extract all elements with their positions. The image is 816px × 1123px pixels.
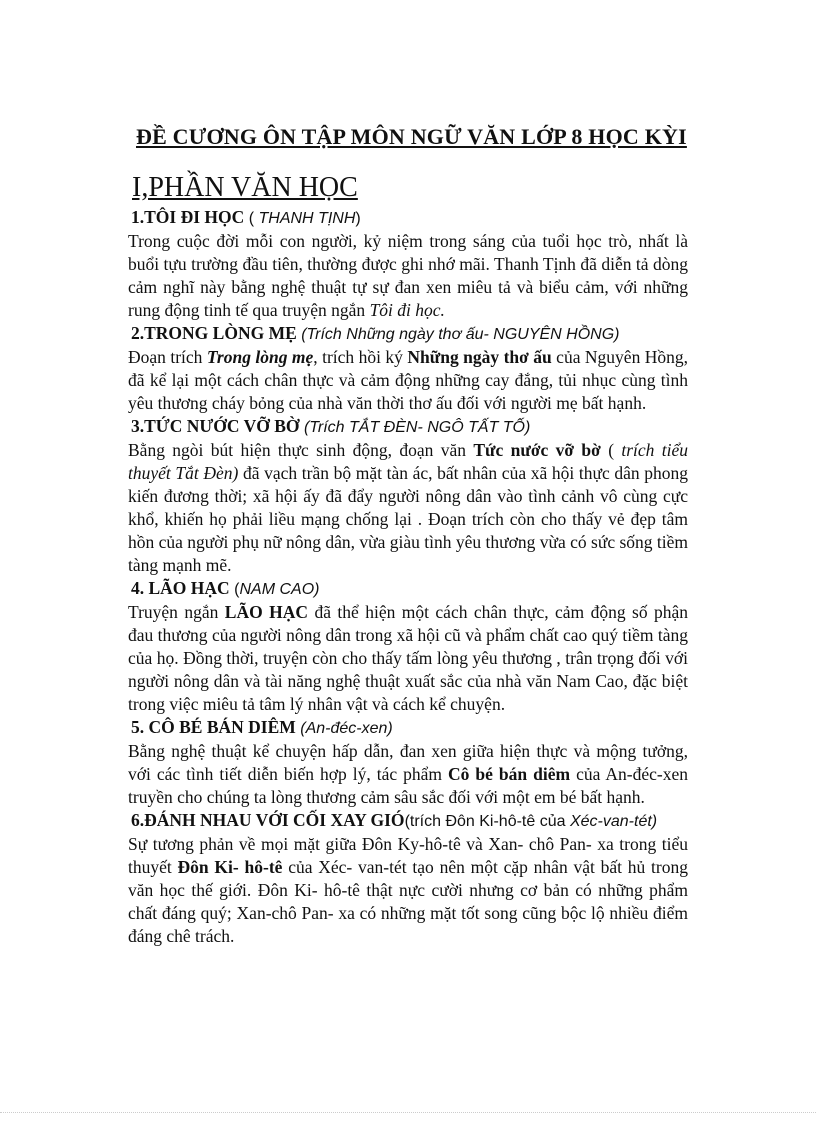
work-title: LÃO HẠC [224,602,309,622]
section-paragraph-2 [128,346,688,415]
part-title: I,PHẦN VĂN HỌC [132,172,358,203]
source-author: Xéc-van-tét) [569,813,658,830]
paragraph-text: Truyện ngắn [128,602,225,622]
source-author: THANH TỊNH [258,210,356,227]
paragraph-text: Trong cuộc đời mỗi con người, kỷ niệm trong sáng của tuổi học trò, nhất là buổi tựu trường đầu tiên, thường được ghi nhớ mãi. Thanh Tịnh đã diễn tả dòng cảm nghĩ này bằng nghệ thuật tự sự đan xen miêu tả và biểu cảm, với những rung động tinh tế qua truyện ngắn [128,231,688,320]
heading-text: 3.TỨC NƯỚC VỠ BỜ [131,416,300,436]
source-note: (Trích Những ngày thơ ấu- NGUYÊN HỒNG) [296,326,620,343]
work-title: Đôn Ki- hô-tê [177,857,283,877]
work-title: Những ngày thơ ấu [407,347,552,367]
heading-text: 1.TÔI ĐI HỌC [131,207,245,227]
work-note: trích tiểu thuyết Tắt Đèn) [128,440,689,483]
section-heading-5 [128,716,688,740]
work-title: Trong lòng mẹ [206,347,314,367]
heading-text: 5. CÔ BÉ BÁN DIÊM [131,717,296,737]
document-title: ĐỀ CƯƠNG ÔN TẬP MÔN NGỮ VĂN LỚP 8 HỌC KỲI [136,124,687,149]
paragraph-text: của Xéc- van-tét tạo nên một cặp nhân vật bất hủ trong văn học thế giới. Đôn Ki- hô-tê thật nực cười nhưng cơ bản có những phẩm chất đáng quý; Xan-chô Pan- xa có những mặt tốt song cũng bộc lộ nhiều điểm đáng chê trách. [128,857,689,946]
source-open: ( [244,210,259,227]
paragraph-text: của Nguyên Hồng, đã kể lại một cách chân thực và cảm động những cay đắng, tủi nhục cùng tình yêu thương cháy bỏng của nhà văn thời thơ ấu đối với người mẹ bất hạnh. [128,347,689,413]
work-title: Tức nước vỡ bờ [473,440,601,460]
section-heading-4 [128,577,688,601]
source-note: (Trích TẮT ĐÈN- NGÔ TẤT TỐ) [299,419,531,436]
section-paragraph-6 [128,833,688,948]
page-bottom-rule [0,1112,816,1113]
section-heading-3 [128,415,688,439]
source-open: ( [229,581,240,598]
section-heading-2 [128,322,688,346]
heading-text: 6.ĐÁNH NHAU VỚI CỐI XAY GIÓ [131,810,405,830]
work-title: Tôi đi học. [369,300,445,320]
paragraph-text: đã thể hiện một cách chân thực, cảm động số phận đau thương của người nông dân trong xã hội cũ và phẩm chất cao quý tiềm tàng của họ. Đồng thời, truyện còn cho thấy tấm lòng yêu thương , trân trọng đối với người nông dân và tài năng nghệ thuật xuất sắc của nhà văn Nam Cao, đặc biệt trong việc miêu tả tâm lý nhân vật và cách kể chuyện. [128,602,689,714]
paragraph-text: , trích hồi ký [313,347,408,367]
heading-text: 2.TRONG LÒNG MẸ [131,323,297,343]
section-paragraph-5 [128,740,688,809]
source-close: ) [355,210,361,227]
section-heading-6 [128,809,688,833]
section-heading-1 [128,206,688,230]
paragraph-text: của An-đéc-xen truyền cho chúng ta lòng thương cảm sâu sắc đối với một em bé bất hạnh. [128,764,688,807]
paragraph-text: Bằng ngòi bút hiện thực sinh động, đoạn văn [128,440,474,460]
paragraph-text: ( [600,440,622,460]
paragraph-text: đã vạch trần bộ mặt tàn ác, bất nhân của xã hội thực dân phong kiến đương thời; xã hội ấy đã đẩy người nông dân vào tình cảnh vô cùng cực khổ, khiến họ phải liều mạng chống lại . Đoạn trích còn cho thấy vẻ đẹp tâm hồn của người phụ nữ nông dân, vừa giàu tình yêu thương vừa có sức sống tiềm tàng mạnh mẽ. [128,463,688,575]
paragraph-text: Sự tương phản về mọi mặt giữa Đôn Ky-hô-tê và Xan- chô Pan- xa trong tiểu thuyết [128,834,688,877]
section-paragraph-1 [128,230,688,322]
section-paragraph-4 [128,601,688,716]
document-body [128,206,688,948]
paragraph-text: Bằng nghệ thuật kể chuyện hấp dẫn, đan xen giữa hiện thực và mộng tưởng, với các tình tiết diễn biến hợp lý, tác phẩm [128,741,688,784]
work-title: Cô bé bán diêm [448,764,571,784]
heading-text: 4. LÃO HẠC [131,578,230,598]
section-paragraph-3 [128,439,688,577]
paragraph-text: Đoạn trích [128,347,207,367]
source-note: (trích Đôn Ki-hô-tê của [404,813,570,830]
source-author: NAM CAO) [239,581,320,598]
source-note: (An-đéc-xen) [295,720,393,737]
